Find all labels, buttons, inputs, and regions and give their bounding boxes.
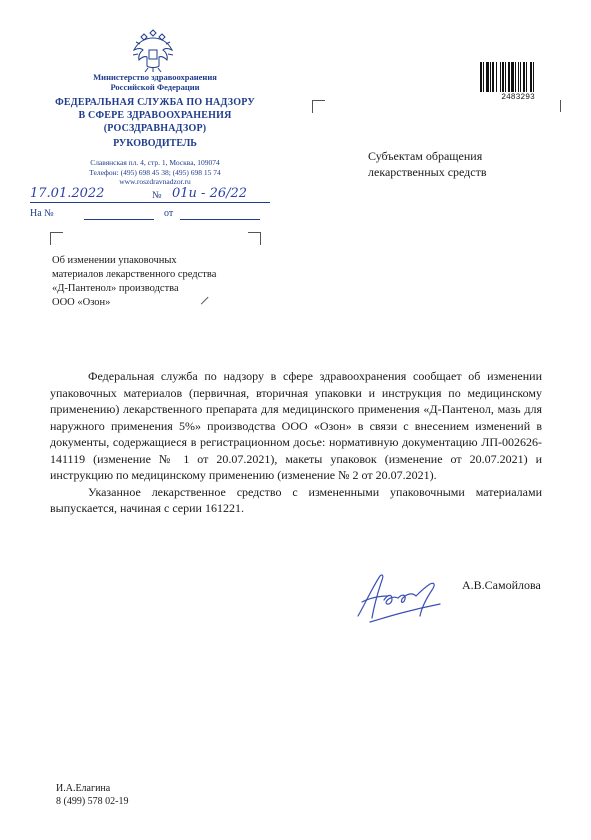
- registration-row: [30, 186, 270, 206]
- barcode-bar: [505, 62, 506, 92]
- date-underline: [30, 202, 270, 203]
- barcode-number: 2483293: [501, 93, 535, 102]
- phone: Телефон: (495) 698 45 38; (495) 698 15 74: [89, 167, 221, 177]
- body-paragraph-2: Указанное лекарственное средство с измененными упаковочными материалами выпускается, начиная с серии 161221.: [50, 484, 542, 515]
- barcode-bar: [502, 62, 504, 92]
- executor-block: [56, 782, 129, 808]
- service-line-2: В СФЕРЕ ЗДРАВООХРАНЕНИЯ: [78, 110, 232, 121]
- reference-number-line: [84, 219, 154, 220]
- barcode-icon: [480, 62, 556, 92]
- barcode-bar: [533, 62, 534, 92]
- barcode-bar: [486, 62, 489, 92]
- subject-line-4: ООО «Озон»: [52, 297, 111, 308]
- subject-block: [52, 254, 216, 310]
- barcode-bar: [483, 62, 484, 92]
- reference-date-label: от: [164, 208, 174, 219]
- address-corner-mark-right: [560, 100, 561, 112]
- subject-line-2: материалов лекарственного средства: [52, 269, 217, 280]
- barcode-bar: [530, 62, 532, 92]
- address: Славянская пл. 4, стр. 1, Москва, 109074: [90, 158, 220, 167]
- barcode-bar: [492, 62, 494, 92]
- ministry-line-2: Российской Федерации: [110, 82, 200, 92]
- barcode-bar: [526, 62, 527, 92]
- barcode-bar: [480, 62, 482, 92]
- barcode-bar: [523, 62, 525, 92]
- head-title: РУКОВОДИТЕЛЬ: [113, 138, 197, 149]
- subject-corner-right: [248, 232, 261, 245]
- address-corner-mark: [312, 100, 325, 113]
- service-name: [30, 96, 280, 135]
- recipient-block: [368, 148, 487, 180]
- address-block: [50, 158, 260, 187]
- barcode-bar: [520, 62, 521, 92]
- executor-phone: 8 (499) 578 02-19: [56, 796, 129, 807]
- barcode-bar: [518, 62, 519, 92]
- ministry-name: [60, 72, 250, 92]
- registration-date: 17.01.2022: [30, 186, 105, 201]
- recipient-line-2: лекарственных средств: [368, 165, 487, 179]
- service-line-3: (РОСЗДРАВНАДЗОР): [103, 123, 207, 134]
- ministry-line-1: Министерство здравоохранения: [93, 72, 217, 82]
- barcode-bar: [511, 62, 514, 92]
- barcode-bar: [500, 62, 501, 92]
- signature-icon: [350, 566, 450, 626]
- website: www.roszdravnadzor.ru: [119, 177, 191, 186]
- barcode-bar: [508, 62, 510, 92]
- reference-date-line: [180, 219, 260, 220]
- subject-line-1: Об изменении упаковочных: [52, 255, 177, 266]
- recipient-line-1: Субъектам обращения: [368, 149, 483, 163]
- signer-name: А.В.Самойлова: [462, 578, 541, 592]
- coat-of-arms-icon: [130, 26, 176, 74]
- subject-corner-left: [50, 232, 63, 245]
- body-paragraph-1: Федеральная служба по надзору в сфере здравоохранения сообщает об изменении упаковочных материалов (первичная, вторичная упаковки и инструкция по медицинскому применению) лекарственного препарата для медицинского применения «Д-Пантенол, мазь для наружного применения 5%» производства ООО «Озон» в связи с внесением изменений в документы, содержащиеся в регистрационном досье: нормативную документацию ЛП-002626-141119 (изменение № 1 от 20.07.2021), макеты упаковок (изменение от 20.07.2021) и инструкцию по медицинскому применению (изменение № 2 от 20.07.2021).: [50, 369, 542, 482]
- subject-line-3: «Д-Пантенол» производства: [52, 283, 179, 294]
- reference-label: На №: [30, 208, 54, 219]
- barcode-bar: [490, 62, 491, 92]
- barcode-bar: [515, 62, 516, 92]
- registration-number: 01и - 26/22: [172, 186, 248, 201]
- executor-name: И.А.Елагина: [56, 783, 111, 794]
- number-sign: №: [152, 190, 162, 201]
- service-line-1: ФЕДЕРАЛЬНАЯ СЛУЖБА ПО НАДЗОРУ: [55, 97, 255, 108]
- barcode-bar: [496, 62, 497, 92]
- letter-body: [50, 368, 542, 517]
